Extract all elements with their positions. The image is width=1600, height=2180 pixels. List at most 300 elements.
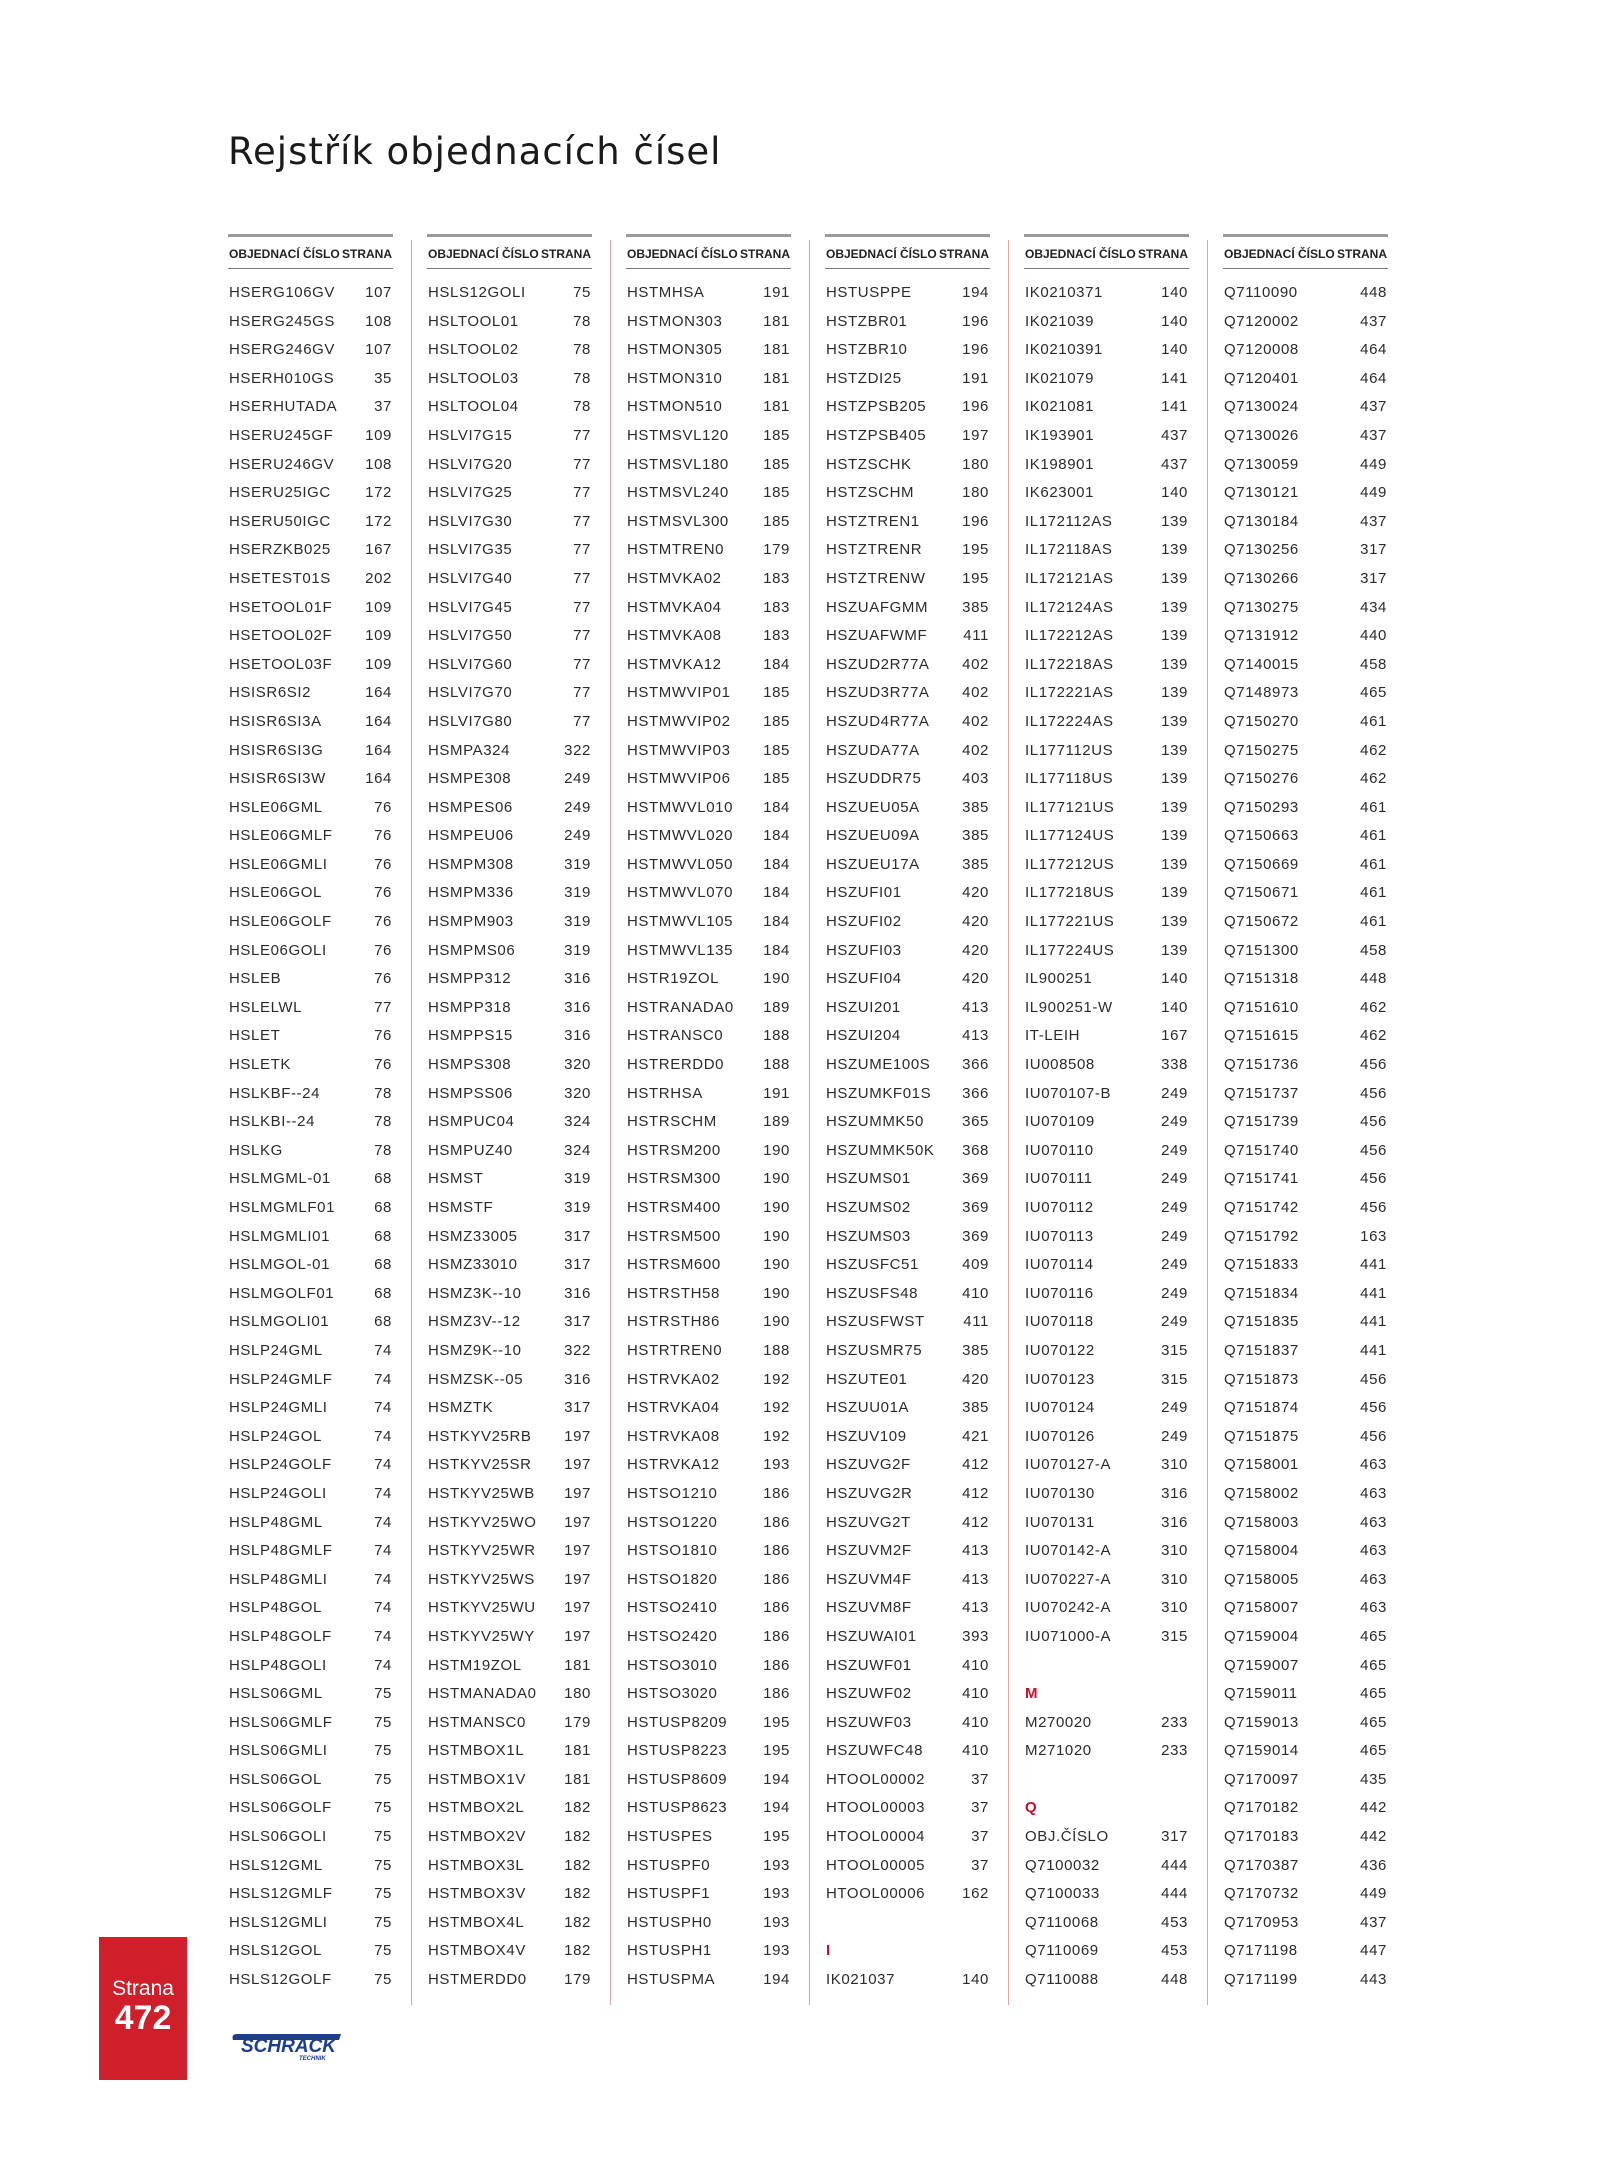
- order-number: HSLMGMLI01: [229, 1227, 331, 1245]
- index-row: [1024, 1194, 1189, 1223]
- index-row: [626, 679, 791, 708]
- index-row: [228, 279, 393, 308]
- page-ref: 402: [962, 712, 989, 730]
- index-row: [825, 737, 990, 766]
- page-ref: 191: [962, 369, 989, 387]
- order-number: HSTMANADA0: [428, 1685, 537, 1703]
- page-ref: 185: [763, 512, 790, 530]
- page-ref: 320: [564, 1056, 591, 1074]
- index-row: [228, 308, 393, 337]
- order-number: HSZUFI04: [826, 970, 902, 988]
- order-number: HSLP48GOL: [229, 1599, 322, 1617]
- index-row: [825, 308, 990, 337]
- order-number: HSTSO2420: [627, 1627, 718, 1645]
- page-ref: 108: [365, 455, 392, 473]
- page-ref: 181: [564, 1742, 591, 1760]
- index-row: [427, 1852, 592, 1881]
- index-row: [626, 308, 791, 337]
- order-number: Q7130275: [1224, 598, 1299, 616]
- index-row: [825, 851, 990, 880]
- index-row: [825, 965, 990, 994]
- index-row: [1024, 393, 1189, 422]
- order-number: IK0210371: [1025, 284, 1103, 301]
- order-number: Q7130256: [1224, 541, 1299, 559]
- page-ref: 191: [763, 1084, 790, 1102]
- index-row: [825, 794, 990, 823]
- index-row: [626, 1080, 791, 1109]
- index-row: [1024, 365, 1189, 394]
- index-row: [626, 594, 791, 623]
- page-ref: 77: [573, 684, 591, 702]
- page-ref: 186: [763, 1685, 790, 1703]
- index-row: [1223, 851, 1388, 880]
- order-number: HSZUVM4F: [826, 1570, 912, 1588]
- order-number: HSERHUTADA: [229, 398, 338, 416]
- order-number: IK021039: [1025, 312, 1095, 330]
- order-number: HSTRSTH86: [627, 1313, 720, 1331]
- index-row: [228, 1337, 393, 1366]
- order-number: HSZUSMR75: [826, 1341, 923, 1359]
- index-row: [825, 1423, 990, 1452]
- index-row: [1223, 1966, 1388, 1995]
- index-row: [1223, 1880, 1388, 1909]
- order-number: Q7150663: [1224, 827, 1299, 845]
- index-row: [825, 651, 990, 680]
- order-number: HSMPE308: [428, 770, 512, 788]
- index-row: [427, 1280, 592, 1309]
- order-number: HSTMSVL180: [627, 455, 729, 473]
- order-number: HSTUSPH0: [627, 1913, 712, 1931]
- order-number: HSZUMMK50: [826, 1113, 924, 1131]
- index-row: [1223, 1423, 1388, 1452]
- order-number: HSTZSCHK: [826, 455, 912, 473]
- page-ref: 182: [564, 1913, 591, 1931]
- order-number: HSLKG: [229, 1141, 283, 1159]
- index-row: [228, 565, 393, 594]
- order-number: HSZUEU09A: [826, 827, 920, 845]
- order-number: HSTSO1820: [627, 1570, 718, 1588]
- page-ref: 437: [1161, 455, 1188, 473]
- order-number: HSMPP312: [428, 970, 512, 988]
- order-number: HSTMVKA12: [627, 655, 722, 673]
- order-number: HSZUVM8F: [826, 1599, 912, 1617]
- order-number: HSTMBOX4L: [428, 1913, 525, 1931]
- index-row: [825, 1509, 990, 1538]
- order-number: Q7170732: [1224, 1885, 1299, 1903]
- order-number: HSLS12GOLF: [229, 1971, 332, 1989]
- order-number: HSERH010GS: [229, 369, 335, 387]
- page-ref: 197: [564, 1542, 591, 1560]
- page-ref: 74: [374, 1627, 392, 1645]
- page-ref: 249: [1161, 1199, 1188, 1216]
- index-row: [825, 1022, 990, 1051]
- page-ref: 184: [763, 884, 790, 902]
- index-row: [626, 1366, 791, 1395]
- page-ref: 319: [564, 855, 591, 873]
- page-ref: 182: [564, 1885, 591, 1903]
- page-ref: 366: [962, 1084, 989, 1102]
- order-number: HSMPUC04: [428, 1113, 515, 1131]
- index-row: [228, 765, 393, 794]
- order-number: HSLMGOL-01: [229, 1256, 331, 1274]
- index-row: [427, 1251, 592, 1280]
- index-row: [626, 1394, 791, 1423]
- index-row: [626, 1280, 791, 1309]
- order-number: HSETOOL02F: [229, 627, 333, 645]
- order-number: Q7151741: [1224, 1170, 1299, 1188]
- order-number: Q7170387: [1224, 1856, 1299, 1874]
- index-row: [825, 1051, 990, 1080]
- order-number: Q: [1025, 1799, 1038, 1817]
- index-row: [228, 851, 393, 880]
- order-number: HSTKYV25WB: [428, 1484, 535, 1502]
- order-number: HSMPMS06: [428, 941, 516, 959]
- page-ref: 139: [1161, 741, 1188, 759]
- order-number: HSLS12GMLF: [229, 1885, 333, 1903]
- order-number: HSTUSPMA: [627, 1971, 716, 1989]
- index-row: [1223, 1165, 1388, 1194]
- page-ref: 75: [374, 1742, 392, 1760]
- order-number: HSTMBOX3V: [428, 1885, 526, 1903]
- page-ref: 180: [564, 1685, 591, 1703]
- index-row: [1223, 508, 1388, 537]
- page-ref: 442: [1360, 1828, 1387, 1846]
- index-row: [626, 1709, 791, 1738]
- order-number: IL900251: [1025, 970, 1093, 988]
- order-number: Q7170183: [1224, 1828, 1299, 1846]
- index-row: [1223, 965, 1388, 994]
- header-page: STRANA: [740, 247, 790, 261]
- index-row: [427, 879, 592, 908]
- page-ref: 317: [564, 1313, 591, 1331]
- page-ref: 403: [962, 770, 989, 788]
- index-row: [1223, 279, 1388, 308]
- index-row: [228, 1594, 393, 1623]
- order-number: HSLMGML-01: [229, 1170, 331, 1188]
- page-ref: 163: [1360, 1227, 1387, 1245]
- order-number: HSTUSP8609: [627, 1770, 728, 1788]
- index-row: [1024, 1165, 1189, 1194]
- page-ref: 249: [1161, 1427, 1188, 1445]
- index-row: [1223, 1623, 1388, 1652]
- index-row: [1223, 1652, 1388, 1681]
- page-ref: 465: [1360, 1742, 1387, 1760]
- order-number: HSMPSS06: [428, 1084, 513, 1102]
- page-ref: 185: [763, 770, 790, 788]
- index-row: [1024, 1423, 1189, 1452]
- page-ref: 180: [962, 455, 989, 473]
- index-row: [1024, 1480, 1189, 1509]
- order-number: HSMZ33010: [428, 1256, 518, 1274]
- index-row: [228, 994, 393, 1023]
- page-ref: 181: [763, 341, 790, 359]
- order-number: HSMPES06: [428, 798, 513, 816]
- index-row: [427, 365, 592, 394]
- order-number: IU071000-A: [1025, 1627, 1112, 1645]
- order-number: M271020: [1025, 1742, 1092, 1760]
- page-ref: 197: [564, 1627, 591, 1645]
- index-row: [825, 508, 990, 537]
- page-ref: 186: [763, 1513, 790, 1531]
- index-row: [626, 365, 791, 394]
- index-row: [228, 594, 393, 623]
- order-number: IL172112AS: [1025, 512, 1113, 530]
- page-ref: 182: [564, 1828, 591, 1846]
- page-ref: 189: [763, 1113, 790, 1131]
- page-ref: 443: [1360, 1971, 1387, 1989]
- index-row: [1024, 1337, 1189, 1366]
- order-number: HSMZTK: [428, 1399, 494, 1417]
- page-ref: 249: [564, 798, 591, 816]
- index-row: [1024, 965, 1189, 994]
- index-row: [1223, 1852, 1388, 1881]
- order-number: HSTMBOX2L: [428, 1799, 525, 1817]
- index-row: [825, 1623, 990, 1652]
- order-number: HSLETK: [229, 1056, 291, 1074]
- page-ref: 76: [374, 798, 392, 816]
- column-header: [1223, 237, 1388, 269]
- index-row: [626, 279, 791, 308]
- page-ref: 139: [1161, 884, 1188, 902]
- index-row: [626, 908, 791, 937]
- page-ref: 181: [564, 1656, 591, 1674]
- page-ref: 317: [1360, 569, 1387, 587]
- order-number: HSTSO3010: [627, 1656, 718, 1674]
- order-number: HSTMSVL120: [627, 426, 729, 444]
- page-ref: 322: [564, 741, 591, 759]
- order-number: HSTMBOX1L: [428, 1742, 525, 1760]
- index-row: [228, 451, 393, 480]
- order-number: HSTR19ZOL: [627, 970, 720, 988]
- index-row: [1223, 536, 1388, 565]
- column-header: [626, 237, 791, 269]
- order-number: IL177118US: [1025, 770, 1114, 788]
- order-number: HSMPS308: [428, 1056, 512, 1074]
- index-row: [1024, 822, 1189, 851]
- order-number: Q7158003: [1224, 1513, 1299, 1531]
- order-number: HSTSO1810: [627, 1542, 718, 1560]
- order-number: Q7130059: [1224, 455, 1299, 473]
- page-ref: 139: [1161, 798, 1188, 816]
- page-ref: 249: [1161, 1113, 1188, 1131]
- page-ref: 75: [374, 1799, 392, 1817]
- index-row: [825, 1194, 990, 1223]
- index-row: [427, 1080, 592, 1109]
- order-number: IL177221US: [1025, 913, 1115, 931]
- index-row: [228, 1652, 393, 1681]
- order-number: Q7100032: [1025, 1856, 1100, 1874]
- page-ref: 77: [573, 484, 591, 502]
- page-ref: 75: [374, 1971, 392, 1989]
- index-row: [1223, 594, 1388, 623]
- index-row: [825, 1652, 990, 1681]
- schrack-logo: [229, 2030, 349, 2062]
- order-number: HSMZ33005: [428, 1227, 518, 1245]
- order-number: IK021081: [1025, 398, 1095, 416]
- order-number: HSZUWFC48: [826, 1742, 924, 1760]
- page-ref: 193: [763, 1856, 790, 1874]
- order-number: Q7151615: [1224, 1027, 1299, 1045]
- index-row: [626, 565, 791, 594]
- order-number: Q7159004: [1224, 1627, 1299, 1645]
- order-number: HSTSO1210: [627, 1484, 718, 1502]
- page-ref: 184: [763, 913, 790, 931]
- index-row: [1024, 1880, 1189, 1909]
- order-number: Q7151873: [1224, 1370, 1299, 1388]
- page-ref: 465: [1360, 1656, 1387, 1674]
- column-rows: [626, 279, 791, 1995]
- page-ref: 186: [763, 1627, 790, 1645]
- order-number: HSTRSCHM: [627, 1113, 717, 1131]
- order-number: IK193901: [1025, 426, 1095, 444]
- index-row: [626, 508, 791, 537]
- index-row: [427, 1022, 592, 1051]
- page-ref: 249: [1161, 1227, 1188, 1245]
- order-number: HSLE06GOL: [229, 884, 322, 902]
- order-number: HSERU246GV: [229, 455, 335, 473]
- page-ref: 167: [365, 541, 392, 559]
- page-ref: 441: [1360, 1256, 1387, 1274]
- index-row: [626, 1737, 791, 1766]
- page-ref: 193: [763, 1942, 790, 1960]
- page-ref: 369: [962, 1199, 989, 1216]
- page-ref: 444: [1161, 1856, 1188, 1874]
- index-row: [1223, 651, 1388, 680]
- index-row: [825, 1308, 990, 1337]
- index-row: [427, 1451, 592, 1480]
- page-ref: 185: [763, 455, 790, 473]
- order-number: HSTMWVIP03: [627, 741, 731, 759]
- index-row: [825, 1823, 990, 1852]
- page-ref: 76: [374, 913, 392, 931]
- page-ref: 68: [374, 1170, 392, 1188]
- order-number: IU070131: [1025, 1513, 1095, 1531]
- page-ref: 317: [1161, 1828, 1188, 1846]
- page-ref: 463: [1360, 1599, 1387, 1617]
- page-ref: 188: [763, 1027, 790, 1045]
- order-number: HSZUDDR75: [826, 770, 922, 788]
- page-ref: 463: [1360, 1513, 1387, 1531]
- page-ref: 184: [763, 855, 790, 873]
- page-ref: 77: [573, 426, 591, 444]
- order-number: HSLEB: [229, 970, 282, 988]
- order-number: HSLE06GOLI: [229, 941, 327, 959]
- page-ref: 316: [564, 1284, 591, 1302]
- page-ref: 441: [1360, 1284, 1387, 1302]
- page-ref: 465: [1360, 684, 1387, 702]
- index-row: [825, 536, 990, 565]
- index-row: [1024, 879, 1189, 908]
- index-row: [1223, 1480, 1388, 1509]
- index-row: [626, 1165, 791, 1194]
- page-ref: 316: [564, 970, 591, 988]
- index-row: [1223, 1451, 1388, 1480]
- order-number: HTOOL00005: [826, 1856, 926, 1874]
- order-number: HSLP24GML: [229, 1341, 323, 1359]
- order-number: HSZUWF02: [826, 1685, 912, 1703]
- order-number: HSMZ9K--10: [428, 1341, 522, 1359]
- page-ref: 74: [374, 1542, 392, 1560]
- order-number: HSTMWVL050: [627, 855, 734, 873]
- order-number: HSTMWVL070: [627, 884, 734, 902]
- page-ref: 413: [962, 1570, 989, 1588]
- page-ref: 185: [763, 712, 790, 730]
- order-number: Q7159011: [1224, 1685, 1298, 1703]
- index-row: [626, 1880, 791, 1909]
- order-number: HSTKYV25SR: [428, 1456, 532, 1474]
- order-number: HSTKYV25WS: [428, 1570, 535, 1588]
- page-ref: 75: [374, 1828, 392, 1846]
- order-number: HSTKYV25WY: [428, 1627, 535, 1645]
- index-row: [825, 1737, 990, 1766]
- order-number: HSZUVG2R: [826, 1484, 913, 1502]
- page-ref: 458: [1360, 655, 1387, 673]
- index-row: [228, 737, 393, 766]
- index-row: [626, 1480, 791, 1509]
- index-row: [228, 1451, 393, 1480]
- column-rows: [228, 279, 393, 1995]
- order-number: HSZUFI01: [826, 884, 902, 902]
- index-row: [626, 822, 791, 851]
- index-row: [825, 1880, 990, 1909]
- order-number: IU070116: [1025, 1284, 1094, 1302]
- page-ref: 413: [962, 1027, 989, 1045]
- page-ref: 196: [962, 341, 989, 359]
- index-row: [1223, 1108, 1388, 1137]
- index-row: [626, 1766, 791, 1795]
- page-ref: 420: [962, 941, 989, 959]
- index-row: [427, 622, 592, 651]
- page-ref: 249: [1161, 1170, 1188, 1188]
- header-page: STRANA: [1138, 247, 1188, 261]
- index-row: [228, 365, 393, 394]
- page-ref: 437: [1360, 398, 1387, 416]
- page-ref: 182: [564, 1856, 591, 1874]
- order-number: HSZUWF01: [826, 1656, 912, 1674]
- index-row: [1024, 622, 1189, 651]
- index-row: [427, 1594, 592, 1623]
- page-ref: 315: [1161, 1341, 1188, 1359]
- page-ref: 412: [962, 1456, 989, 1474]
- order-number: HSTSO3020: [627, 1685, 718, 1703]
- page-ref: 462: [1360, 741, 1387, 759]
- page-ref: 190: [763, 1170, 790, 1188]
- index-row: [626, 1509, 791, 1538]
- order-number: IL172212AS: [1025, 627, 1114, 645]
- order-number: HSTMERDD0: [428, 1971, 527, 1989]
- order-number: HSMST: [428, 1170, 484, 1188]
- index-row: [228, 879, 393, 908]
- index-row: [427, 1165, 592, 1194]
- index-row: [825, 1394, 990, 1423]
- order-number: HSLKBF--24: [229, 1084, 321, 1102]
- page-ref: 139: [1161, 855, 1188, 873]
- index-row: [1223, 1709, 1388, 1738]
- page-ref: 449: [1360, 1885, 1387, 1903]
- page-ref: 461: [1360, 798, 1387, 816]
- page-ref: 449: [1360, 484, 1387, 502]
- page-ref: 75: [374, 1913, 392, 1931]
- order-number: Q7140015: [1224, 655, 1299, 673]
- page-ref: 140: [1161, 341, 1188, 359]
- page-ref: 37: [374, 398, 392, 416]
- page-ref: 195: [962, 569, 989, 587]
- index-row: [1024, 651, 1189, 680]
- order-number: HSTMWVIP01: [627, 684, 731, 702]
- order-number: HSTUSPH1: [627, 1942, 712, 1960]
- page-ref: 181: [763, 369, 790, 387]
- order-number: HSLTOOL01: [428, 312, 519, 330]
